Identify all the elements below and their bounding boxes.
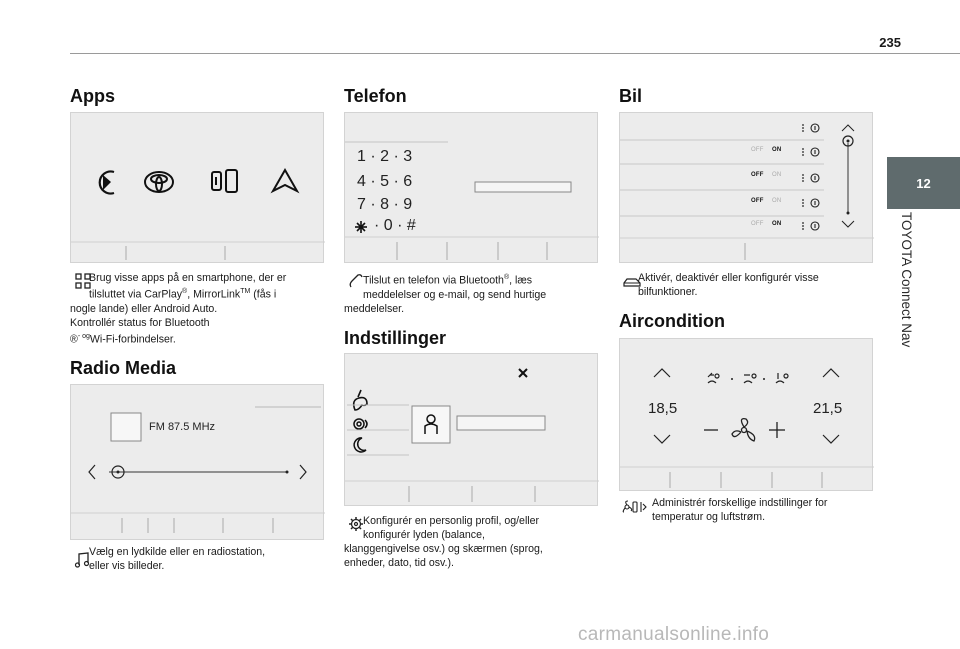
keypad-row[interactable]: · 0 · #: [374, 217, 416, 234]
toggle-off[interactable]: OFF: [751, 198, 764, 204]
carplay-icon: [100, 172, 114, 194]
apps-screen: [70, 112, 324, 263]
header-rule: [70, 53, 960, 54]
keypad-row[interactable]: 7 · 8 · 9: [357, 196, 413, 213]
toggle-on[interactable]: ON: [772, 198, 782, 204]
keypad-row[interactable]: 4 · 5 · 6: [357, 173, 413, 190]
bil-heading: Bil: [619, 86, 643, 106]
toggle-on[interactable]: ON: [772, 172, 782, 178]
toggle-off[interactable]: OFF: [751, 147, 764, 153]
telefon-screen: [344, 112, 598, 263]
radio-frequency: FM 87.5 MHz: [149, 421, 216, 433]
chapter-tab[interactable]: 12: [887, 157, 960, 209]
toggle-on[interactable]: ON: [772, 147, 782, 153]
fan-icon: [732, 419, 755, 441]
android-auto-icon: [273, 170, 297, 191]
apps-heading: Apps: [70, 86, 115, 106]
chapter-title: TOYOTA Connect Nav: [899, 212, 914, 348]
indstillinger-screen: [344, 353, 598, 506]
mirrorlink-icon: [212, 170, 237, 192]
temperature-right[interactable]: 21,5: [813, 400, 843, 417]
temp-up-right-icon: [823, 369, 839, 377]
indstillinger-description: Konfigurér en personlig profil, og/eller konfigurér lyden (balance, klanggengivelse osv.) og skærmen (sprog, enheder, dato, tid osv.).: [344, 515, 543, 569]
bil-screen: [619, 112, 873, 263]
radio-screen: [70, 384, 324, 540]
bil-description: Aktivér, deaktivér eller konfigurér visse bilfunktioner.: [638, 272, 819, 298]
keypad-row[interactable]: 1 · 2 · 3: [357, 148, 413, 165]
indstillinger-screen-graphic: [345, 354, 599, 507]
temp-down-right-icon: [823, 435, 839, 443]
toggle-on[interactable]: ON: [772, 221, 782, 227]
aircondition-description: Administrér forskellige indstillinger for temperatur og luftstrøm.: [652, 497, 828, 523]
toyota-logo-icon: [145, 172, 173, 192]
close-icon: [519, 369, 527, 377]
toggle-off[interactable]: OFF: [751, 172, 764, 178]
radio-screen-graphic: [71, 385, 325, 541]
telefon-heading: Telefon: [344, 86, 407, 106]
indstillinger-heading: Indstillinger: [344, 328, 447, 348]
asterisk-key-icon: [355, 221, 367, 233]
apps-description: Brug visse apps på en smartphone, der er tilsluttet via CarPlay®, MirrorLink™ (fås i nogle lande) eller Android Auto. Kontrollér status for Bluetooth ®$^{- og}$Wi-Fi-forbindelser.: [70, 272, 287, 346]
bil-screen-graphic: [620, 113, 874, 264]
gear-icon: [354, 419, 367, 429]
radio-heading: Radio Media: [70, 358, 177, 378]
aircondition-heading: Aircondition: [619, 311, 725, 331]
temp-up-left-icon: [654, 369, 670, 377]
telefon-description: Tilslut en telefon via Bluetooth®, læs meddelelser og e-mail, og send hurtige meddelelser.: [344, 274, 547, 315]
toggle-off[interactable]: OFF: [751, 221, 764, 227]
temperature-left[interactable]: 18,5: [648, 400, 678, 417]
temp-down-left-icon: [654, 435, 670, 443]
watermark: carmanualsonline.info: [578, 624, 770, 645]
aircondition-screen: [619, 338, 873, 491]
radio-description: Vælg en lydkilde eller en radiostation, eller vis billeder.: [89, 546, 266, 572]
moon-icon: [354, 438, 366, 452]
page-number: 235: [879, 35, 901, 50]
fan-plus-icon: [769, 422, 785, 438]
palette-icon: [354, 390, 367, 410]
apps-screen-graphic: [71, 113, 325, 264]
airflow-mode-icons: [708, 373, 788, 383]
